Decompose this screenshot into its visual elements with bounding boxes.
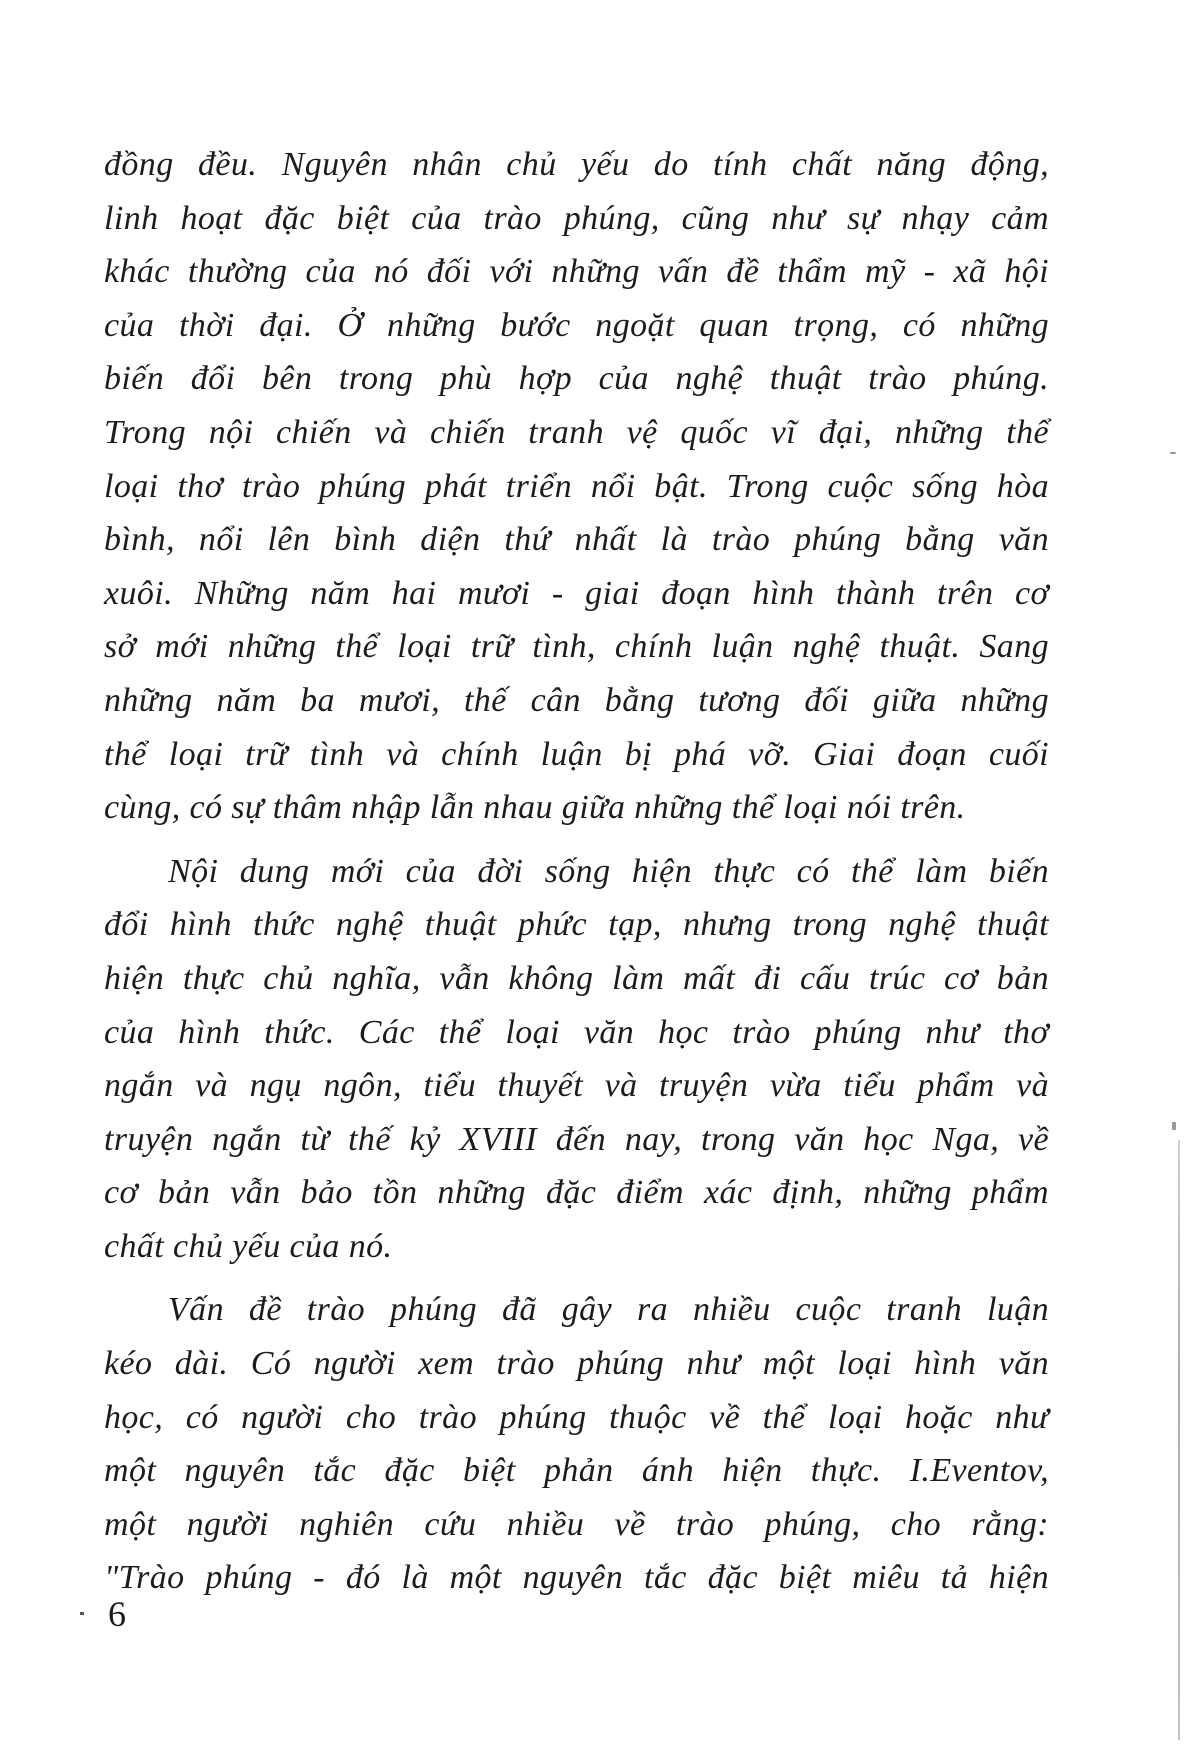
- text-line: của hình thức. Các thể loại văn học trào phúng như thơ: [104, 1013, 1049, 1051]
- text-line: một nguyên tắc đặc biệt phản ánh hiện thực. I.Eventov,: [104, 1452, 1049, 1490]
- text-line: sở mới những thể loại trữ tình, chính luận nghệ thuật. Sang: [104, 628, 1049, 666]
- scan-speck: [1170, 452, 1176, 454]
- text-line: cùng, có sự thâm nhập lẫn nhau giữa những thể loại nói trên.: [104, 789, 966, 827]
- text-line: loại thơ trào phúng phát triển nổi bật. Trong cuộc sống hòa: [104, 467, 1049, 505]
- text-line: đổi hình thức nghệ thuật phức tạp, nhưng trong nghệ thuật: [104, 906, 1049, 944]
- paragraph-1: [104, 138, 1049, 835]
- text-line: thể loại trữ tình và chính luận bị phá vỡ. Giai đoạn cuối: [104, 735, 1049, 773]
- scan-margin-line: [1178, 1140, 1180, 1740]
- page-number: 6: [108, 1594, 126, 1634]
- text-line: biến đổi bên trong phù hợp của nghệ thuật trào phúng.: [104, 360, 1049, 398]
- text-line: linh hoạt đặc biệt của trào phúng, cũng như sự nhạy cảm: [104, 199, 1049, 237]
- text-line: "Trào phúng - đó là một nguyên tắc đặc biệt miêu tả hiện: [104, 1559, 1049, 1597]
- text-line: ngắn và ngụ ngôn, tiểu thuyết và truyện vừa tiểu phẩm và: [104, 1067, 1049, 1105]
- text-line: một người nghiên cứu nhiều về trào phúng, cho rằng:: [104, 1505, 1049, 1543]
- text-line: đồng đều. Nguyên nhân chủ yếu do tính chất năng động,: [104, 146, 1049, 183]
- text-line: học, có người cho trào phúng thuộc về thể loại hoặc như: [104, 1398, 1049, 1436]
- text-line: Vấn đề trào phúng đã gây ra nhiều cuộc tranh luận: [168, 1291, 1049, 1329]
- text-line: Nội dung mới của đời sống hiện thực có thể làm biến: [168, 852, 1049, 890]
- text-line: hiện thực chủ nghĩa, vẫn không làm mất đi cấu trúc cơ bản: [104, 959, 1049, 997]
- text-line: của thời đại. Ở những bước ngoặt quan trọng, có những: [104, 306, 1049, 344]
- paragraph-2: [104, 845, 1049, 1274]
- text-line: chất chủ yếu của nó.: [104, 1227, 393, 1265]
- text-line: những năm ba mươi, thế cân bằng tương đối giữa những: [104, 681, 1049, 719]
- body-text: [104, 138, 1049, 1605]
- text-line: truyện ngắn từ thế kỷ XVIII đến nay, trong văn học Nga, về: [104, 1120, 1049, 1158]
- text-line: cơ bản vẫn bảo tồn những đặc điểm xác định, những phẩm: [104, 1174, 1049, 1212]
- scan-speck: [1172, 1122, 1176, 1130]
- text-line: xuôi. Những năm hai mươi - giai đoạn hình thành trên cơ: [104, 574, 1049, 612]
- text-line: kéo dài. Có người xem trào phúng như một loại hình văn: [104, 1345, 1049, 1383]
- paragraph-3: [104, 1283, 1049, 1605]
- text-line: bình, nổi lên bình diện thứ nhất là trào phúng bằng văn: [104, 521, 1049, 559]
- scan-speck: [80, 1612, 84, 1615]
- text-line: Trong nội chiến và chiến tranh vệ quốc vĩ đại, những thể: [104, 413, 1049, 451]
- text-line: khác thường của nó đối với những vấn đề thẩm mỹ - xã hội: [104, 253, 1049, 291]
